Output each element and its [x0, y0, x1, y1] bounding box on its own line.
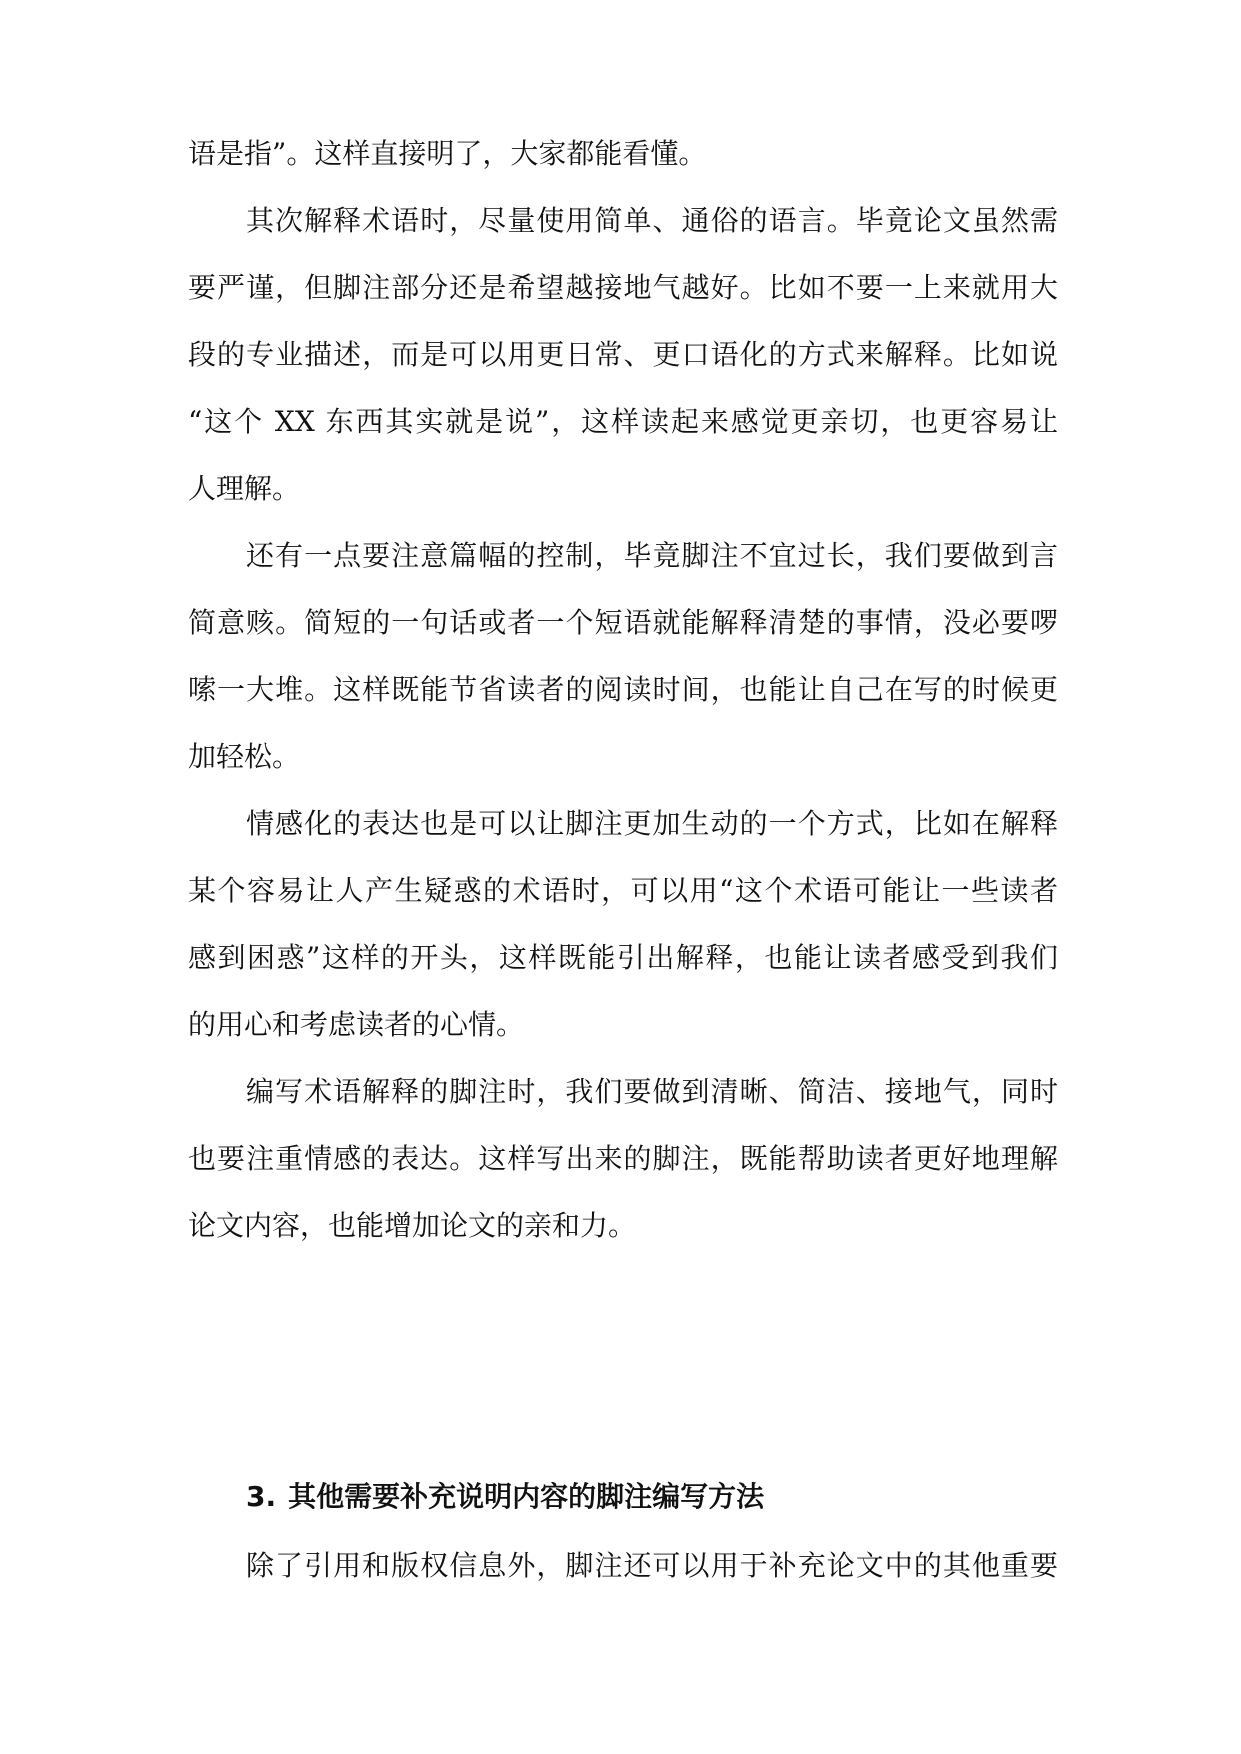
paragraph-line: 也要注重情感的表达。这样写出来的脚注，既能帮助读者更好地理解 — [188, 1142, 1058, 1175]
paragraph-line: 段的专业描述，而是可以用更日常、更口语化的方式来解释。比如说 — [188, 338, 1058, 371]
paragraph-line: 简意赅。简短的一句话或者一个短语就能解释清楚的事情，没必要啰 — [188, 606, 1058, 639]
paragraph-line: 其次解释术语时，尽量使用简单、通俗的语言。毕竟论文虽然需 — [246, 204, 1058, 237]
section-heading — [246, 1477, 764, 1517]
paragraph-line: 论文内容，也能增加论文的亲和力。 — [188, 1209, 637, 1242]
paragraph-line: “这个 XX 东西其实就是说”，这样读起来感觉更亲切，也更容易让 — [188, 405, 1058, 438]
section-number: 3. — [246, 1480, 277, 1513]
paragraph-line: 嗦一大堆。这样既能节省读者的阅读时间，也能让自己在写的时候更 — [188, 673, 1058, 706]
paragraph-line: 要严谨，但脚注部分还是希望越接地气越好。比如不要一上来就用大 — [188, 271, 1058, 304]
paragraph-line: 的用心和考虑读者的心情。 — [188, 1008, 525, 1041]
paragraph-line: 编写术语解释的脚注时，我们要做到清晰、简洁、接地气，同时 — [246, 1075, 1058, 1108]
paragraph-line: 人理解。 — [188, 472, 301, 505]
paragraph-line: 加轻松。 — [188, 740, 301, 773]
section-title: 其他需要补充说明内容的脚注编写方法 — [288, 1480, 765, 1513]
paragraph-line: 感到困惑”这样的开头，这样既能引出解释，也能让读者感受到我们 — [188, 941, 1058, 974]
paragraph-line: 情感化的表达也是可以让脚注更加生动的一个方式，比如在解释 — [246, 807, 1058, 840]
paragraph-line: 语是指”。这样直接明了，大家都能看懂。 — [188, 137, 707, 170]
paragraph-line: 还有一点要注意篇幅的控制，毕竟脚注不宜过长，我们要做到言 — [246, 539, 1058, 572]
paragraph-line: 除了引用和版权信息外，脚注还可以用于补充论文中的其他重要 — [246, 1549, 1058, 1582]
paragraph-line: 某个容易让人产生疑惑的术语时，可以用“这个术语可能让一些读者 — [188, 874, 1058, 907]
